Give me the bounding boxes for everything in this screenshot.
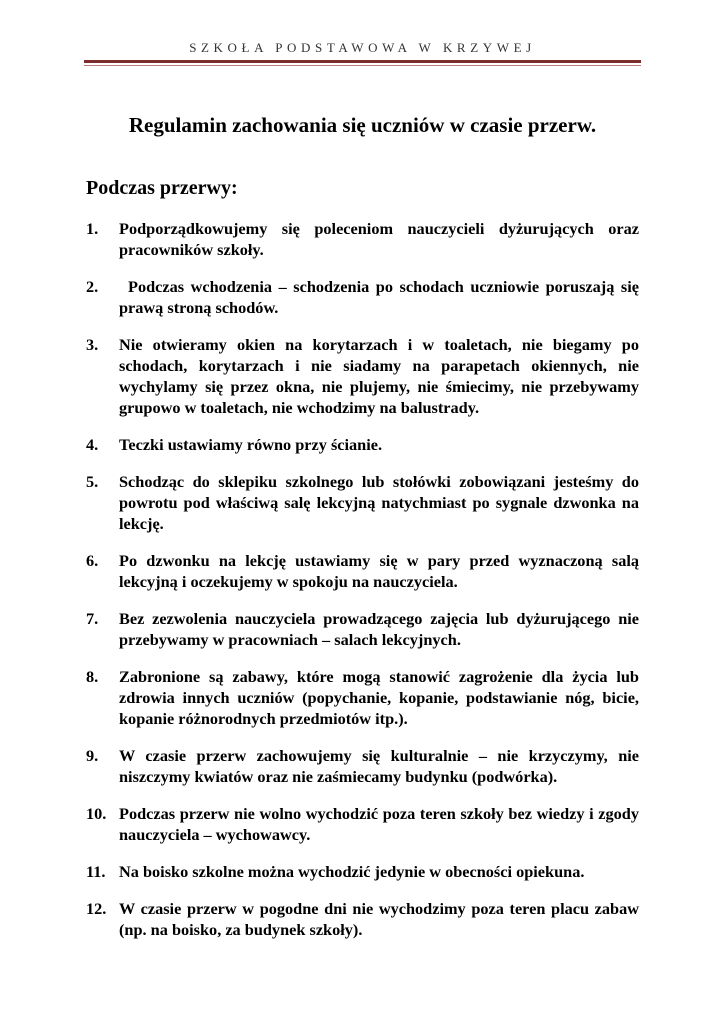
list-item [86, 550, 639, 592]
list-item [86, 334, 639, 418]
rule-text: Podporządkowujemy się poleceniom nauczycieli dyżurujących oraz pracowników szkoły. [119, 219, 639, 259]
rule-number: 4. [86, 435, 99, 454]
list-item [86, 434, 639, 455]
list-item [86, 666, 639, 729]
rule-number: 1. [86, 219, 99, 238]
rule-text: Podczas wchodzenia – schodzenia po schodach uczniowie poruszają się prawą stroną schodów. [119, 277, 639, 317]
header-divider-thick [84, 60, 641, 63]
rule-text: Nie otwieramy okien na korytarzach i w toaletach, nie biegamy po schodach, korytarzach i nie siadamy na parapetach okiennych, nie wychylamy się przez okna, nie plujemy, nie śmiecimy, nie przebywamy grupowo w toaletach, nie wchodzimy na balustrady. [119, 335, 639, 417]
rule-text: Zabronione są zabawy, które mogą stanowić zagrożenie dla życia lub zdrowia innych uczniów (popychanie, kopanie, podstawianie nóg, bicie, kopanie różnorodnych przedmiotów itp.). [119, 667, 639, 728]
rule-text: Teczki ustawiamy równo przy ścianie. [119, 435, 383, 454]
list-item [86, 861, 639, 882]
rule-number: 3. [86, 335, 99, 354]
document-title: Regulamin zachowania się uczniów w czasie przerw. [128, 113, 597, 137]
rule-text: Podczas przerw nie wolno wychodzić poza teren szkoły bez wiedzy i zgody nauczyciela – wychowawcy. [119, 804, 639, 844]
page-header: SZKOŁA PODSTAWOWA W KRZYWEJ [189, 40, 536, 55]
list-item [86, 745, 639, 787]
rule-text: W czasie przerw zachowujemy się kulturalnie – nie krzyczymy, nie niszczymy kwiatów oraz nie zaśmiecamy budynku (podwórka). [119, 746, 639, 786]
list-item [86, 218, 639, 260]
section-heading: Podczas przerwy: [86, 177, 238, 199]
rule-text: Po dzwonku na lekcję ustawiamy się w pary przed wyznaczoną salą lekcyjną i oczekujemy w spokoju na nauczyciela. [119, 551, 639, 591]
rule-number: 7. [86, 609, 99, 628]
list-item [86, 608, 639, 650]
rule-number: 10. [86, 804, 107, 823]
rule-text: W czasie przerw w pogodne dni nie wychodzimy poza teren placu zabaw (np. na boisko, za budynek szkoły). [119, 899, 639, 939]
rule-number: 9. [86, 746, 99, 765]
rule-text: Bez zezwolenia nauczyciela prowadzącego zajęcia lub dyżurującego nie przebywamy w pracowniach – salach lekcyjnych. [119, 609, 639, 649]
list-item [86, 471, 639, 534]
header-divider-thin [84, 65, 641, 66]
rule-text: Schodząc do sklepiku szkolnego lub stołówki zobowiązani jesteśmy do powrotu pod właściwą salę lekcyjną natychmiast po sygnale dzwonka na lekcję. [119, 472, 639, 533]
rule-number: 8. [86, 667, 99, 686]
rule-number: 12. [86, 899, 107, 918]
list-item [86, 276, 639, 318]
rules-list [86, 218, 639, 956]
rule-number: 11. [86, 862, 106, 881]
list-item [86, 803, 639, 845]
rule-number: 5. [86, 472, 99, 491]
list-item [86, 898, 639, 940]
rule-number: 2. [86, 277, 99, 296]
rule-number: 6. [86, 551, 99, 570]
rule-text: Na boisko szkolne można wychodzić jedynie w obecności opiekuna. [119, 862, 585, 881]
